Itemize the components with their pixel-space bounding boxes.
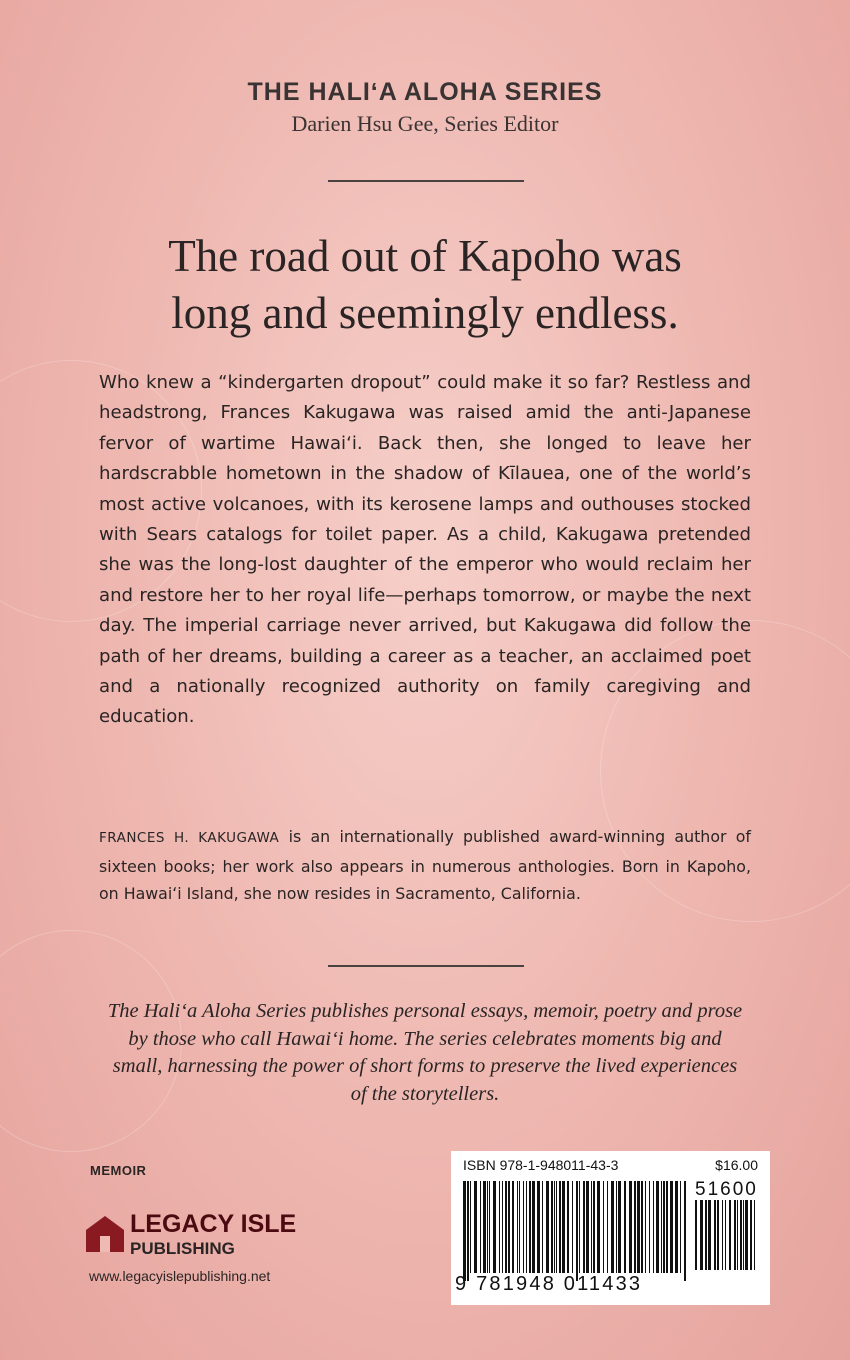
barcode-bar [487, 1181, 488, 1273]
barcode-bar [645, 1181, 646, 1273]
barcode-bar [725, 1200, 726, 1270]
barcode-bar [754, 1200, 755, 1270]
author-bio [99, 823, 751, 908]
isbn-barcode [463, 1181, 687, 1281]
publisher-website: www.legacyislepublishing.net [89, 1268, 271, 1284]
barcode-bar [554, 1181, 555, 1273]
barcode-bar [670, 1181, 673, 1273]
barcode-bar [508, 1181, 510, 1273]
addon-barcode [695, 1200, 759, 1278]
series-description [105, 998, 745, 1108]
barcode-bar [559, 1181, 561, 1273]
barcode-bar [562, 1181, 565, 1273]
barcode-bar [700, 1200, 703, 1270]
barcode-bar [512, 1181, 514, 1273]
barcode-bar [653, 1181, 654, 1273]
barcode-bar [463, 1181, 466, 1281]
barcode-bar [737, 1200, 738, 1270]
barcode-bar [618, 1181, 621, 1273]
barcode-bar [603, 1181, 604, 1273]
barcode-bar [572, 1181, 573, 1273]
barcode-bar [542, 1181, 543, 1273]
barcode-bar [489, 1181, 490, 1273]
series-editor: Darien Hsu Gee, Series Editor [291, 111, 559, 136]
barcode-bar [567, 1181, 569, 1273]
barcode-bar [523, 1181, 524, 1273]
barcode-bar [637, 1181, 640, 1273]
headline-line-2: long and seemingly endless. [171, 288, 679, 338]
barcode-bar [717, 1200, 719, 1270]
barcode-bar [695, 1200, 697, 1270]
barcode-bar [745, 1200, 748, 1270]
barcode-bar [586, 1181, 589, 1273]
barcode-bar [634, 1181, 636, 1273]
barcode-bar [537, 1181, 540, 1273]
barcode-bar [546, 1181, 549, 1273]
series-header [0, 78, 850, 137]
barcode-bar [663, 1181, 665, 1273]
barcode-bar [467, 1181, 469, 1281]
series-title: THE HALIʻA ALOHA SERIES [247, 78, 603, 106]
barcode-bar [624, 1181, 626, 1273]
barcode-bar [593, 1181, 595, 1273]
author-bio-text: is an internationally published award-winning author of sixteen books; her work also appears in numerous anthologies. Born in Kapoho, on Hawaiʻi Island, she now resides in Sacramento, California. [99, 827, 751, 903]
barcode-bar [499, 1181, 500, 1273]
barcode-bar [519, 1181, 520, 1273]
barcode-bar [502, 1181, 503, 1273]
ean-digits: 9 781948 011433 [455, 1273, 643, 1295]
barcode-bar [505, 1181, 507, 1273]
barcode-bar [684, 1181, 686, 1281]
barcode-bar [493, 1181, 496, 1273]
barcode-bar [551, 1181, 553, 1273]
book-blurb: Who knew a “kindergarten dropout” could make it so far? Restless and headstrong, Frances Kakugawa was raised amid the anti-Japanese fervor of wartime Hawaiʻi. Back then, she longed to leave her hardscrabble hometown in the shadow of Kīlauea, one of the world’s most active volcanoes, with its kerosene lamps and outhouses stocked with Sears catalogs for toilet paper. As a child, Kakugawa pretended she was the long-lost daughter of the emperor who would reclaim her and restore her to her royal life—perhaps tomorrow, or maybe the next day. The imperial carriage never arrived, but Kakugawa did follow the path of her dreams, building a career as a teacher, an acclaimed poet and a nationally recognized authority on family caregiving and education. [99, 372, 751, 728]
barcode-bar [556, 1181, 557, 1273]
barcode-bar [734, 1200, 736, 1270]
barcode-bar [607, 1181, 608, 1273]
barcode-bar [656, 1181, 659, 1273]
barcode-bar [517, 1181, 518, 1273]
barcode-bar [576, 1181, 578, 1281]
barcode-bar [740, 1200, 742, 1270]
barcode-bar [666, 1181, 668, 1273]
barcode-bar [583, 1181, 585, 1273]
barcode-box [451, 1151, 770, 1305]
addon-code: 51600 [695, 1179, 758, 1200]
divider-top [328, 180, 524, 182]
barcode-bar [532, 1181, 535, 1273]
price-label: $16.00 [715, 1157, 758, 1173]
headline-line-1: The road out of Kapoho was [168, 231, 682, 281]
category-label: MEMOIR [90, 1163, 147, 1178]
barcode-bar [480, 1181, 481, 1273]
barcode-bar [616, 1181, 617, 1273]
barcode-bar [661, 1181, 662, 1273]
publisher-subname: PUBLISHING [130, 1239, 235, 1258]
barcode-bar [750, 1200, 752, 1270]
barcode-bar [722, 1200, 723, 1270]
barcode-bar [526, 1181, 527, 1273]
isbn-label: ISBN 978-1-948011-43-3 [463, 1157, 619, 1173]
barcode-bar [597, 1181, 600, 1273]
series-name: The Haliʻa Aloha Series [107, 1000, 307, 1022]
publisher-name: LEGACY ISLE [130, 1210, 297, 1238]
series-description-text: publishes personal essays, memoir, poetry and prose by those who call Hawaiʻi home. The series celebrates moments big and small, harnessing the power of short forms to preserve the lived experiences of the storytellers. [112, 1000, 743, 1105]
barcode-bar [641, 1181, 643, 1273]
barcode-bar [579, 1181, 580, 1273]
barcode-bar [743, 1200, 744, 1270]
barcode-bar [611, 1181, 614, 1273]
divider-bottom [328, 965, 524, 967]
barcode-bar [649, 1181, 650, 1273]
house-logo-icon [86, 1216, 124, 1252]
barcode-bar [483, 1181, 486, 1273]
barcode-bar [529, 1181, 531, 1273]
headline [40, 228, 810, 342]
barcode-bar [629, 1181, 632, 1273]
barcode-bar [705, 1200, 707, 1270]
barcode-bar [470, 1181, 471, 1273]
barcode-bar [708, 1200, 711, 1270]
barcode-bar [474, 1181, 477, 1273]
barcode-bar [591, 1181, 592, 1273]
barcode-bar [729, 1200, 731, 1270]
barcode-bar [714, 1200, 716, 1270]
barcode-bar [675, 1181, 678, 1273]
author-name: FRANCES H. KAKUGAWA [99, 830, 280, 846]
barcode-bar [680, 1181, 681, 1273]
